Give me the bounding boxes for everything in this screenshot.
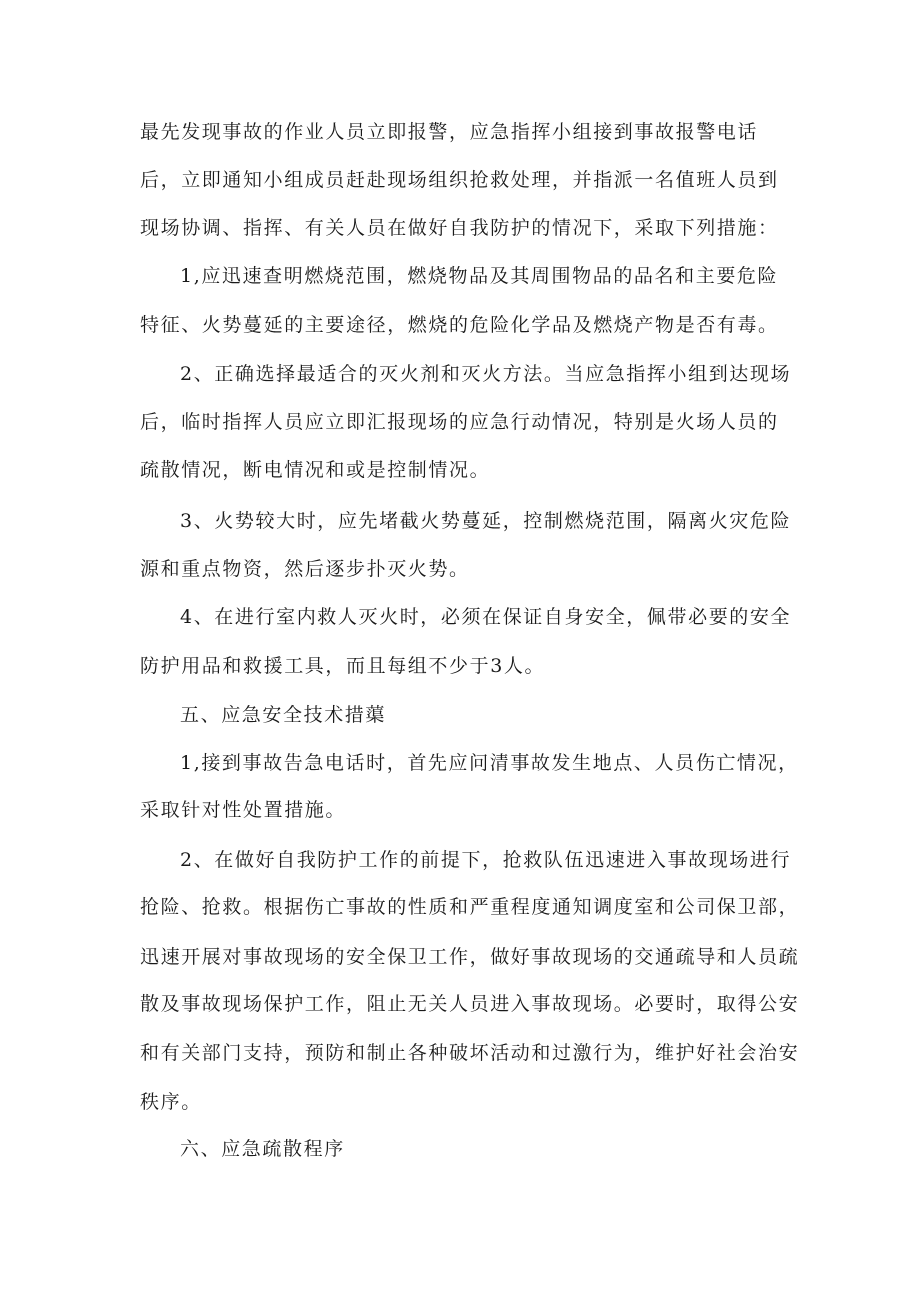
paragraph-line: 最先发现事故的作业人员立即报警，应急指挥小组接到事故报警电话	[140, 121, 759, 143]
paragraph-line: 后，临时指挥人员应立即汇报现场的应急行动情况，特别是火场人员的	[140, 411, 779, 433]
paragraph-line: 2、正确选择最适合的灭火剂和灭火方法。当应急指挥小组到达现场	[180, 363, 792, 385]
paragraph-line: 源和重点物资，然后逐步扑灭火势。	[140, 558, 470, 580]
paragraph-line: 迅速开展对事故现场的安全保卫工作，做好事故现场的交通疏导和人员疏	[140, 946, 800, 968]
section-heading: 五、应急安全技术措蕖	[180, 704, 387, 726]
paragraph-line: 秩序。	[140, 1091, 202, 1113]
paragraph-line: 采取针对性处置措施。	[140, 799, 347, 821]
paragraph-line: 3、火势较大时，应先堵截火势蔓延，控制燃烧范围，隔离火灾危险	[180, 510, 792, 532]
paragraph-line: 1,应迅速查明燃烧范围，燃烧物品及其周围物品的品名和主要危险	[180, 265, 779, 287]
paragraph-line: 后，立即通知小组成员赶赴现场组织抢救处理，并指派一名值班人员到	[140, 169, 779, 191]
paragraph-line: 疏散情况，断电情况和或是控制情况。	[140, 459, 491, 481]
section-heading: 六、应急疏散程序	[180, 1138, 345, 1160]
paragraph-line: 2、在做好自我防护工作的前提下，抢救队伍迅速进入事故现场进行	[180, 849, 792, 871]
paragraph-line: 现场协调、指挥、有关人员在做好自我防护的情况下，采取下列措施：	[140, 217, 779, 239]
paragraph-line: 4、在进行室内救人灭火时，必须在保证自身安全，佩带必要的安全	[180, 606, 792, 628]
paragraph-line: 防护用品和救援工具，而且每组不少于3人。	[140, 655, 546, 677]
paragraph-line: 和有关部门支持，预防和制止各种破坏活动和过激行为，维护好社会治安	[140, 1042, 800, 1064]
paragraph-line: 1,接到事故告急电话时，首先应问清事故发生地点、人员伤亡情况，	[180, 752, 799, 774]
paragraph-line: 抢险、抢救。根据伤亡事故的性质和严重程度通知调度室和公司保卫部，	[140, 896, 800, 918]
paragraph-line: 散及事故现场保护工作，阻止无关人员进入事故现场。必要时，取得公安	[140, 993, 800, 1015]
paragraph-line: 特征、火势蔓延的主要途径，燃烧的危险化学品及燃烧产物是否有毒。	[140, 314, 779, 336]
